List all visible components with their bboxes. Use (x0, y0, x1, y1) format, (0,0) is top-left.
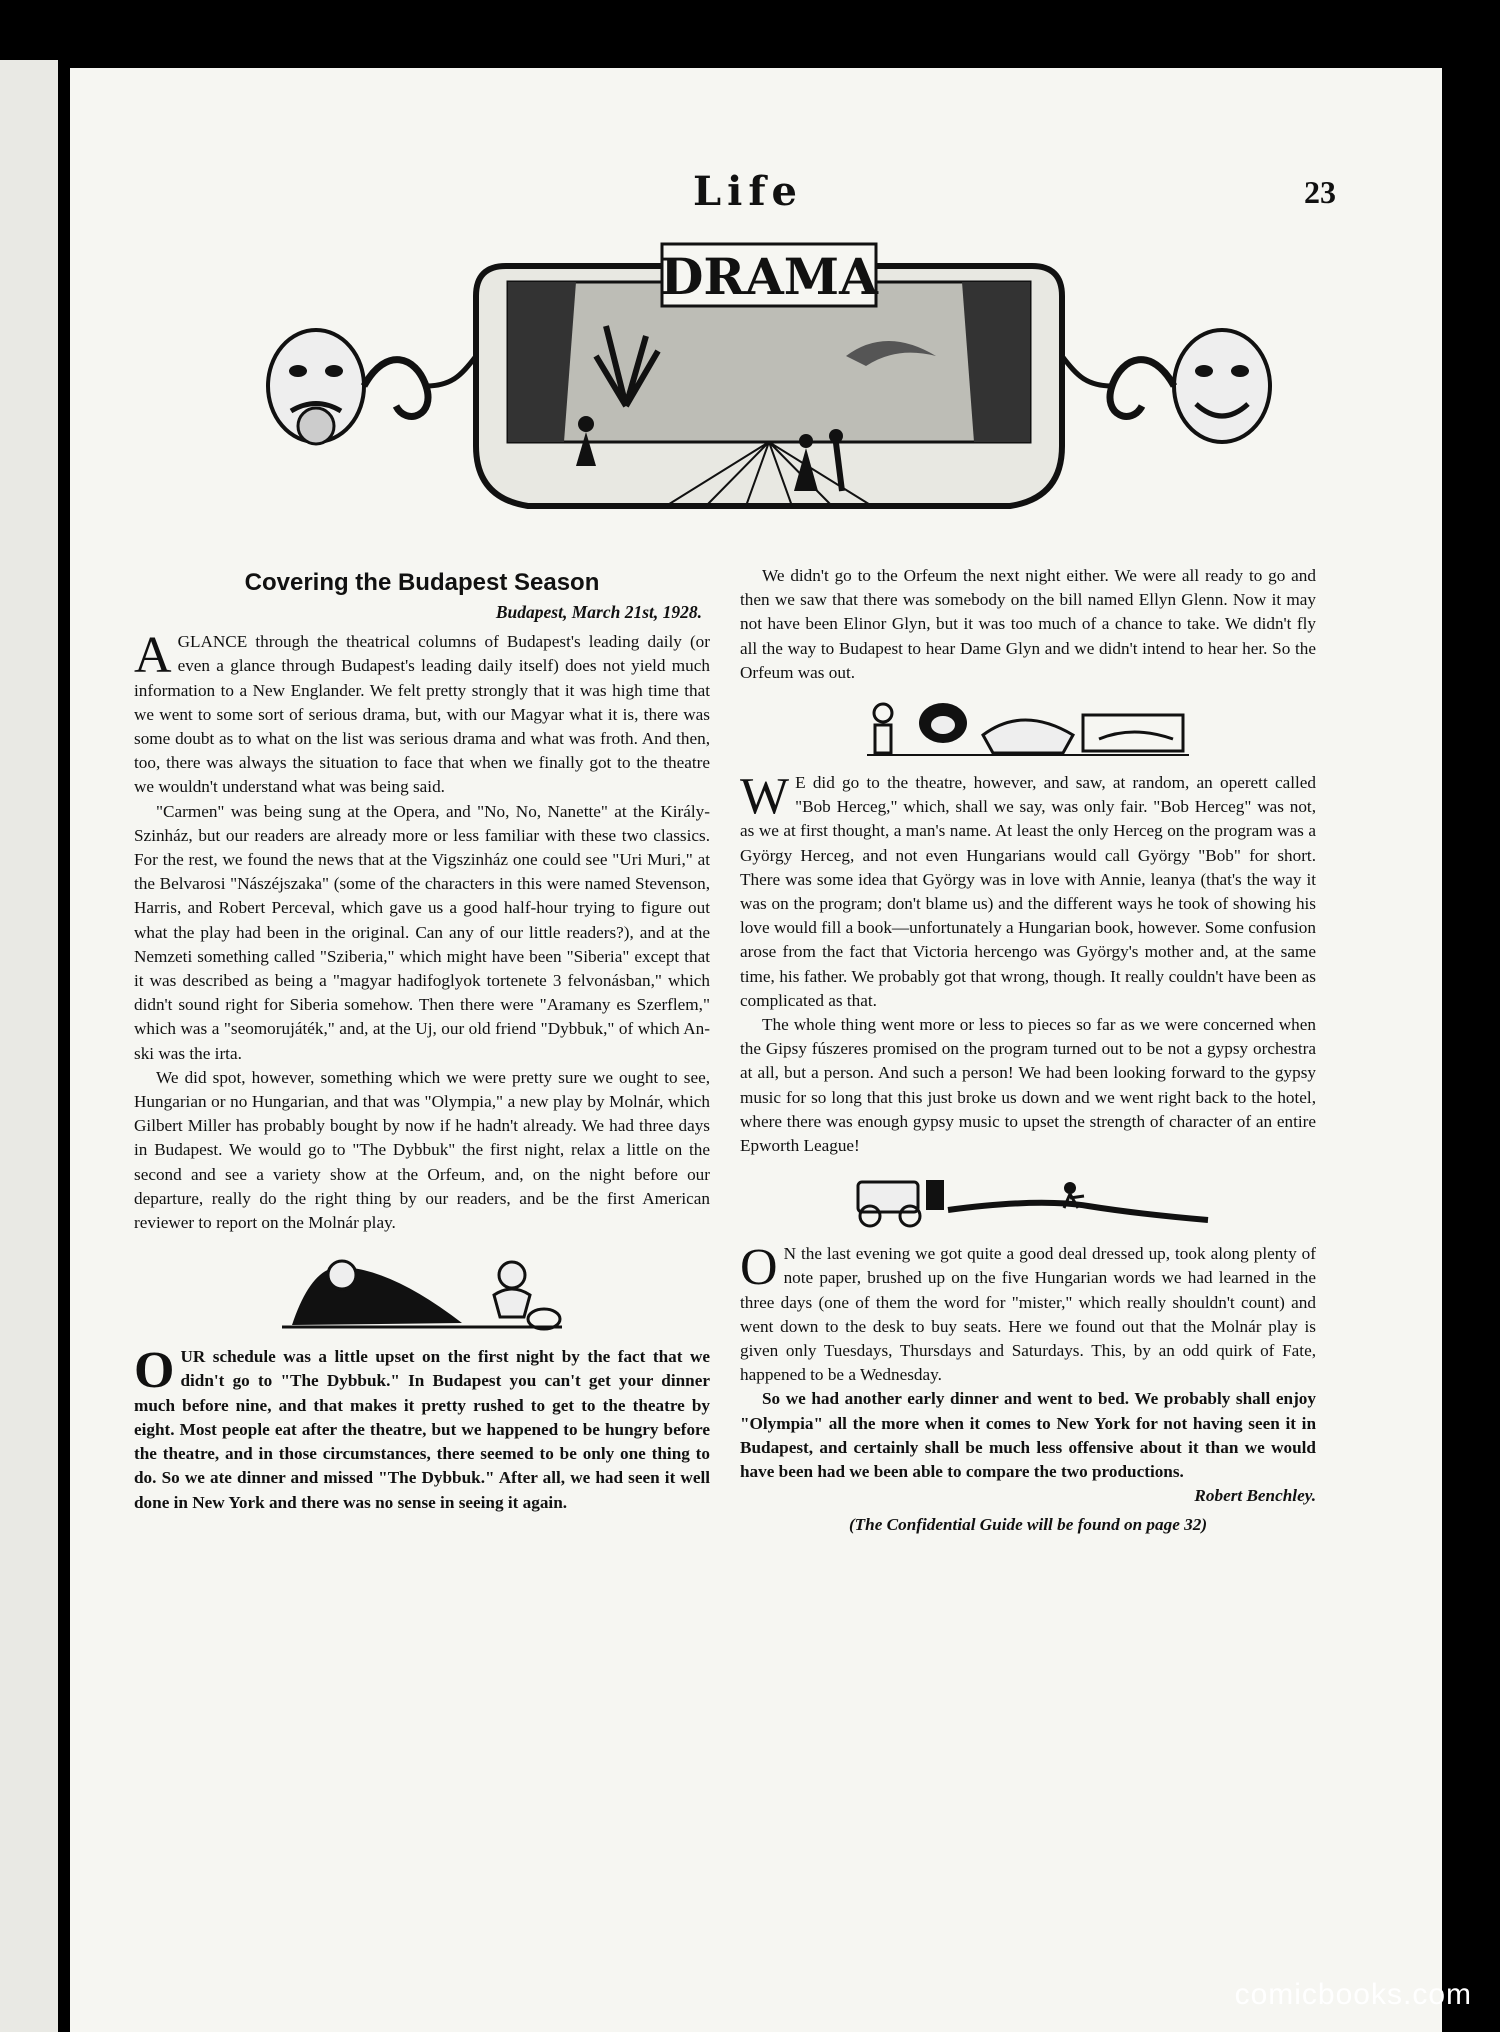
drop-cap: O (740, 1239, 778, 1297)
paragraph-4 (134, 1342, 710, 1514)
right-column (740, 564, 1316, 1537)
drop-cap: O (134, 1342, 175, 1400)
confidential-guide-note: (The Confidential Guide will be found on page 32) (848, 1514, 1208, 1534)
paragraph-7: The whole thing went more or less to pieces so far as we were concerned when the Gipsy fúszeres promised on the program turned out to be not a gypsy orchestra at all, but a person. And such a person! We had been looking forward to the gypsy music for so long that this just broke us down and we went right back to the hotel, where there was enough gypsy music to upset the strength of character of an entire Epworth League! (740, 1015, 1316, 1156)
comedy-mask-icon (1174, 330, 1270, 442)
author-signature: Robert Benchley. (1194, 1486, 1316, 1506)
page-number: 23 (1304, 174, 1336, 210)
paragraph-2: "Carmen" was being sung at the Opera, and "No, No, Nanette" at the Király-Szinház, but our readers are already more or less familiar with these two classics. For the rest, we found the news that at the Vigszinház one could see "Uri Muri," at the Belvarosi "Nászéjszaka" (some of the characters in this were named Stevenson, Harris, and Robert Perceval, which gave us a good half-hour trying to figure out what the play had been in the original. Can any of our little readers?), and at the Nemzeti something called "Sziberia," which might have been "Siberia" except that it was described as being a "magyar hadifoglyok tortenete 3 felvonásban," which didn't sound right for Siberia somehow. Then there were "Aramany es Szerflem," which was a "seomorujáték," and, at the Uj, our old friend "Dybbuk," of which An-ski was the irta. (134, 801, 710, 1063)
cloaked-figure-vignette (272, 1245, 572, 1335)
paragraph-8 (740, 1239, 1316, 1387)
carriage-vignette (838, 1168, 1218, 1232)
paragraph-8-text: N the last evening we got quite a good deal dressed up, took along plenty of note paper, brushed up on the five Hungarian words we had learned in the three days (one of them the word for "mister," which really shouldn't count) and went down to the desk to buy seats. Here we found out that the Molnár play is given only Tuesdays, Thursdays and Saturdays. This, by an odd quirk of Fate, happened to be a Wednesday. (740, 1244, 1316, 1385)
facing-page-edge (0, 60, 58, 2032)
source-watermark: comicbooks.com (1234, 1978, 1472, 2011)
paragraph-5: We didn't go to the Orfeum the next night either. We were all ready to go and then we saw that there was somebody on the bill named Ellyn Glenn. Now it may not have been Elinor Glyn, but it was too much of a chance to take. We didn't fly all the way to Budapest to hear Dame Glyn and we didn't intend to hear her. So the Orfeum was out. (740, 566, 1316, 682)
paragraph-3: We did spot, however, something which we were pretty sure we ought to see, Hungarian or no Hungarian, and that was "Olympia," a new play by Molnár, which Gilbert Miller has probably bought by now if he hadn't already. We had three days in Budapest. We would go to "The Dybbuk" the first night, relax a little on the second and see a variety show at the Orfeum, and, on the night before our departure, really do the right thing by our readers, and be the first American reviewer to report on the Molnár play. (134, 1067, 710, 1233)
tragedy-mask-icon (268, 330, 364, 444)
article-dateline: Budapest, March 21st, 1928. (495, 602, 702, 622)
paragraph-1-text: GLANCE through the theatrical columns of Budapest's leading daily (or even a glance through Budapest's leading daily itself) does not yield much information to a New Englander. We felt pretty strongly that it was high time that we went to some sort of serious drama, but, with our Magyar what it is, there was some doubt as to what on the list was serious drama and what was froth. And then, too, there was always the situation to face that when we finally got to the theatre we wouldn't understand what was being said. (134, 632, 710, 797)
drop-cap: W (740, 768, 790, 826)
page-header (70, 168, 1442, 228)
banner-title: DRAMA (660, 247, 878, 306)
magazine-page (70, 68, 1442, 2032)
paragraph-6 (740, 768, 1316, 1013)
paragraph-1 (134, 627, 710, 799)
drop-cap: A (134, 627, 172, 685)
article-headline: Covering the Budapest Season (244, 569, 600, 596)
paragraph-6-text: E did go to the theatre, however, and saw, at random, an operett called "Bob Herceg," which, shall we say, was only fair. "Bob Herceg" was not, as we at first thought, a man's name. At least the only Herceg on the program was a György Herceg, and not even Hungarians would call György "Bob" for short. There was some idea that György was in love with Annie, leanya (that's the way it was on the program; don't blame us) and the different ways he took of showing his love would fill a book—unfortunately a Hungarian book, however. Some confusion arose from the fact that Victoria hercengo was György's mother and, at the same time, his father. We probably got that wrong, though. It really couldn't have been as complicated as that. (740, 773, 1316, 1010)
left-column (134, 568, 710, 1515)
magazine-title: Life (693, 168, 803, 215)
drama-banner-illustration (246, 236, 1292, 536)
paragraph-9-text: So we had another early dinner and went to bed. We probably shall enjoy "Olympia" all the more when it comes to New York for not having seen it in Budapest, and certainly shall be much less offensive about it than we would have been had we been able to compare the two productions. (740, 1389, 1316, 1482)
bed-scene-vignette (863, 695, 1193, 761)
paragraph-4-text: UR schedule was a little upset on the first night by the fact that we didn't go to "The Dybbuk." In Budapest you can't get your dinner much before nine, and that makes it pretty rushed to get to the theatre by eight. Most people eat after the theatre, but we happened to be hungry before the theatre, and in those circumstances, there seemed to be only one thing to do. So we ate dinner and missed "The Dybbuk." After all, we had seen it well done in New York and there was no sense in seeing it again. (134, 1347, 710, 1512)
paragraph-9 (740, 1387, 1316, 1506)
